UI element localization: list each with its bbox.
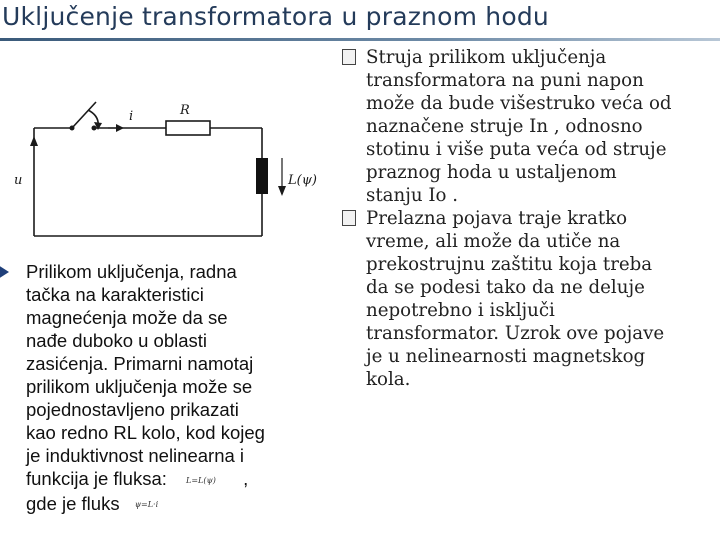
left-line: Prilikom uključenja, radna (26, 261, 237, 282)
formula-flux: ψ=L·i (134, 500, 159, 510)
paragraph-transient (342, 207, 717, 391)
switch-contact (92, 126, 97, 131)
left-line-funkcija: funkcija je fluksa: L=L(ψ) , (26, 467, 338, 492)
right-line: je u nelinearnosti magnetskog (366, 346, 646, 367)
label-resistance: R (180, 103, 190, 118)
left-line-gde: gde je fluks ψ=L·i (26, 492, 338, 517)
right-line: transformatora na puni napon (366, 70, 644, 91)
title-underline (0, 38, 720, 41)
inductor-arrowhead (278, 186, 286, 196)
left-line: pojednostavljeno prikazati (26, 399, 239, 420)
right-line: prekostrujnu zaštitu koja treba (366, 254, 653, 275)
slide-title: Uključenje transformatora u praznom hodu (2, 2, 549, 31)
right-line: naznačene struje In , odnosno (366, 116, 643, 137)
label-voltage: u (14, 173, 23, 188)
paragraph-inrush-current (342, 46, 717, 207)
left-line: zasićenja. Primarni namotaj (26, 353, 254, 374)
resistor-symbol (166, 121, 210, 135)
right-line: Prelazna pojava traje kratko (366, 208, 628, 229)
square-bullet-icon (342, 49, 356, 65)
right-line: praznog hoda u ustaljenom (366, 162, 617, 183)
switch-pivot (70, 126, 75, 131)
switch-blade (72, 102, 96, 128)
left-line: nađe duboko u oblasti (26, 330, 208, 351)
right-line: kola. (366, 369, 411, 390)
right-line: stotinu i više puta veća od struje (366, 139, 667, 160)
right-line: da se podesi tako da ne deluje (366, 277, 645, 298)
square-bullet-icon (342, 210, 356, 226)
right-text-block (342, 46, 717, 391)
inductor-core (256, 158, 268, 194)
left-text-block (26, 260, 338, 516)
right-line: transformator. Uzrok ove pojave (366, 323, 665, 344)
rl-circuit-diagram (4, 86, 326, 246)
right-line: vreme, ali može da utiče na (366, 231, 621, 252)
left-line: je induktivnost nelinearna i (26, 445, 245, 466)
voltage-arrowhead (30, 136, 38, 146)
label-current: i (129, 109, 134, 124)
left-line: kao redno RL kolo, kod kojeg (26, 422, 265, 443)
left-lead-line (12, 260, 338, 283)
right-line: stanju Io . (366, 185, 459, 206)
right-line: Struja prilikom uključenja (366, 47, 607, 68)
comma: , (243, 468, 249, 489)
current-arrowhead (116, 124, 124, 132)
left-line: prilikom uključenja može se (26, 376, 253, 397)
left-line: tačka na karakteristici (26, 284, 204, 305)
right-line: nepotrebno i isključi (366, 300, 555, 321)
right-line: može da bude višestruko veća od (366, 93, 672, 114)
left-line: magnećenja može da se (26, 307, 228, 328)
arrow-bullet-icon (0, 265, 9, 279)
formula-inductance: L=L(ψ) (186, 475, 216, 485)
label-inductance: L(ψ) (288, 173, 317, 188)
